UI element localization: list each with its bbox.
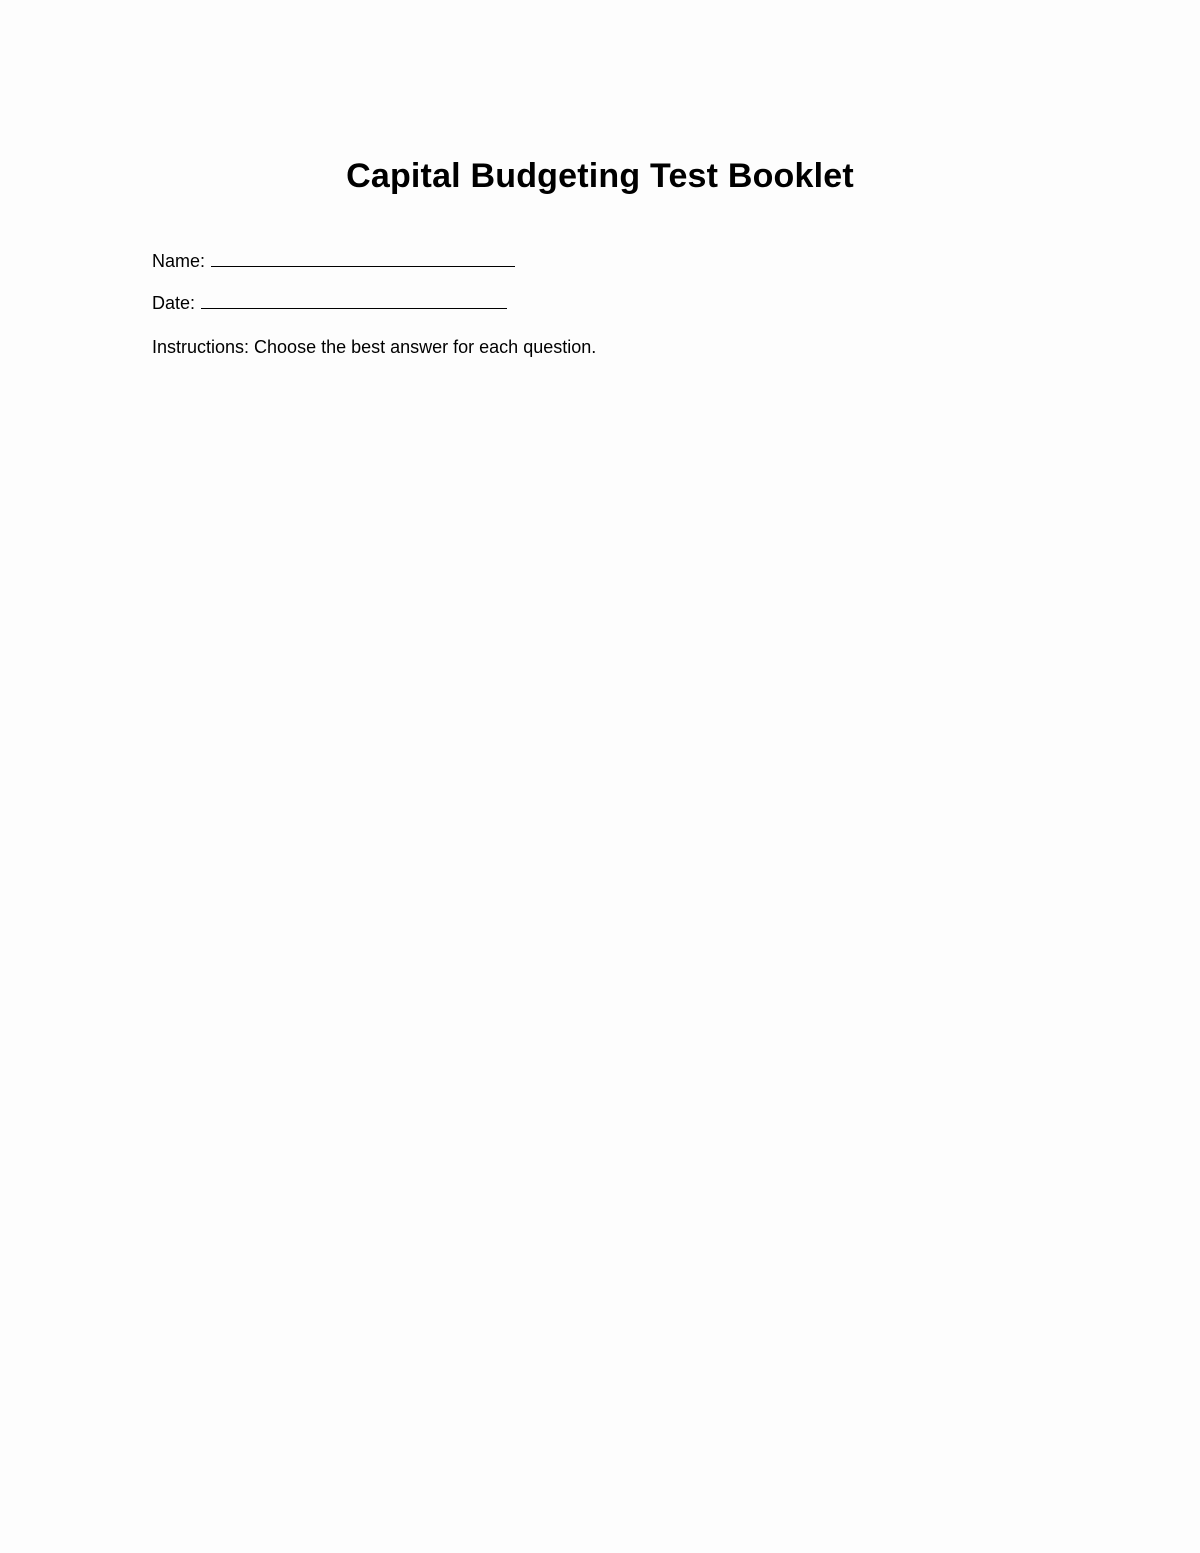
date-label: Date: <box>152 293 196 313</box>
name-blank-line[interactable] <box>211 252 515 267</box>
date-field <box>152 292 507 314</box>
name-label: Name: <box>152 251 206 271</box>
page-title: Capital Budgeting Test Booklet <box>346 157 854 195</box>
name-field <box>152 250 515 272</box>
date-blank-line[interactable] <box>201 294 507 309</box>
instructions-text: Instructions: Choose the best answer for each question. <box>152 337 597 357</box>
